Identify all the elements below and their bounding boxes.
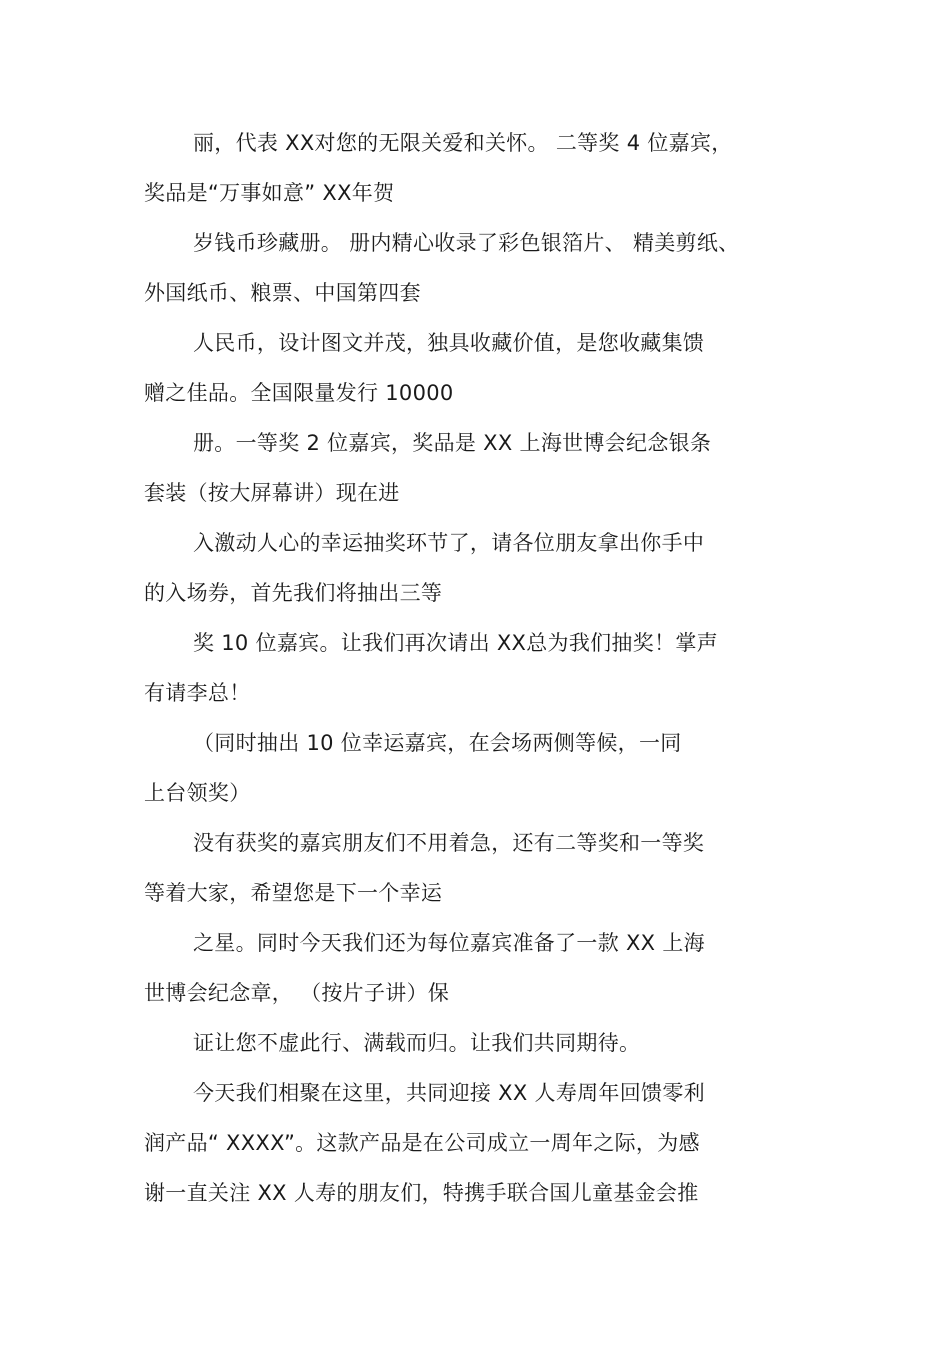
text-line: 证让您不虚此行、满载而归。让我们共同期待。 (193, 1031, 641, 1055)
text-line: 今天我们相聚在这里，共同迎接 XX 人寿周年回馈零利 (193, 1081, 705, 1105)
text-line: （同时抽出 10 位幸运嘉宾，在会场两侧等候，一同 (193, 731, 682, 755)
text-line: 册。一等奖 2 位嘉宾，奖品是 XX 上海世博会纪念银条 (193, 431, 712, 455)
text-line: 有请李总！ (144, 681, 251, 705)
text-line: 世博会纪念章， （按片子讲）保 (144, 981, 450, 1005)
text-line: 丽，代表 XX对您的无限关爱和关怀。 二等奖 4 位嘉宾， (193, 131, 733, 155)
text-line: 奖 10 位嘉宾。让我们再次请出 XX总为我们抽奖！掌声 (193, 631, 718, 655)
text-line: 奖品是“万事如意” XX年贺 (144, 181, 395, 205)
text-line: 上台领奖） (144, 781, 251, 805)
text-line: 润产品“ XXXX”。这款产品是在公司成立一周年之际，为感 (144, 1131, 700, 1155)
text-line: 套装（按大屏幕讲）现在进 (144, 481, 400, 505)
text-line: 的入场券，首先我们将抽出三等 (144, 581, 443, 605)
text-line: 岁钱币珍藏册。 册内精心收录了彩色银箔片、 精美剪纸、 (193, 231, 740, 255)
text-line: 之星。同时今天我们还为每位嘉宾准备了一款 XX 上海 (193, 931, 705, 955)
text-line: 人民币，设计图文并茂，独具收藏价值，是您收藏集馈 (193, 331, 705, 355)
text-line: 谢一直关注 XX 人寿的朋友们，特携手联合国儿童基金会推 (144, 1181, 699, 1205)
text-line: 等着大家，希望您是下一个幸运 (144, 881, 443, 905)
text-line: 外国纸币、粮票、中国第四套 (144, 281, 421, 305)
text-line: 没有获奖的嘉宾朋友们不用着急，还有二等奖和一等奖 (193, 831, 705, 855)
text-line: 入激动人心的幸运抽奖环节了，请各位朋友拿出你手中 (193, 531, 705, 555)
text-line: 赠之佳品。全国限量发行 10000 (144, 381, 454, 405)
